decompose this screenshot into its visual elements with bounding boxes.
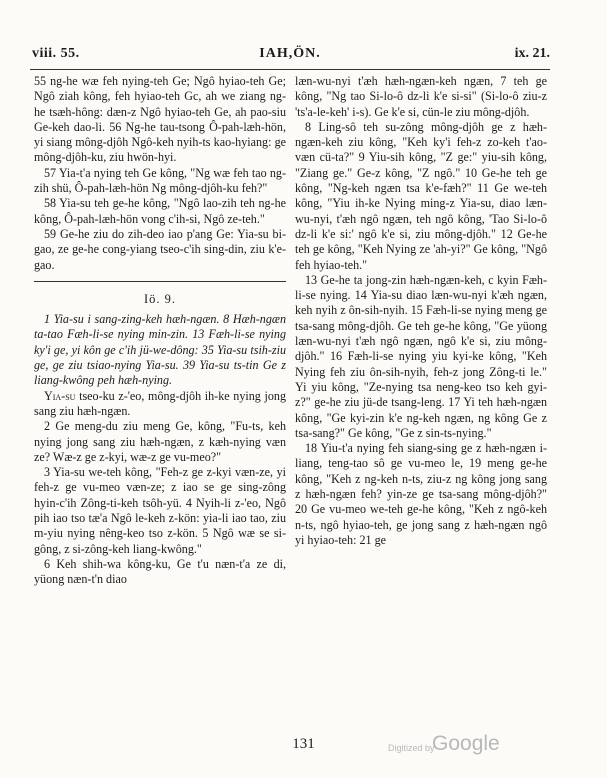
right-column [295,74,547,548]
header-left-reference: viii. 55. [32,46,80,61]
verse-paragraph: 59 Ge-he ziu do zih-deo iao p'ang Ge: Yia-su bi-gao, ze ge-he cong-yiang tseo-c'ih sing-din, ziu k'e-gao. [34,226,286,272]
google-logo: Google [432,732,500,755]
chapter-summary: 1 Yia-su i sang-zing-keh hæh-ngæn. 8 Hæh-ngæn ta-tao Fæh-li-se nying min-zin. 13 Fæh-li-se nying ky'i ge, yi kôn ge c'ih jü-we-dông: 35 Yia-su tsih-ziu ge, ge ziu tsiao-nying Yia-su. 39 Yia-su ts-tin Ge z liang-kwông peh hæh-nying. [34,312,286,388]
verse-paragraph [34,389,286,420]
verse-paragraph: 2 Ge meng-du ziu meng Ge, kông, "Fu-ts, keh nying jong sang ziu hæh-ngæn, z kæh-nying væn ze? Wæ-z ge z-kyi, wæ-z ge vu-meo?" [34,419,286,464]
chapter-heading: Iö. 9. [143,291,177,306]
verse-paragraph: 8 Ling-sô teh su-zông mông-djôh ge z hæh-ngæn-keh ziu kông, "Keh ky'i feh-z zo-keh t'ao-væn cü-ta?" 9 Yiu-sih kông, "Z ge:" yiu-sih kông, "Ziang ge." Ge-z kông, "Z ngô." 10 Ge-he teh ge kông, "Ng-keh ngæn tsa k'e-fæh?" 11 Ge we-teh kông, "Yiu ih-ke Nying ming-z Yia-su, diao læn-wu-nyi, t'æh ngô ngæn, teh ngô kông, 'Tao Si-lo-ô dz-li k'e si:' ngô k'e si, ziu mông-djôh." 12 Ge-he teh ge kông, "Keh Nying ze 'ah-yi?" Ge kông, "Ngô feh hyiao-teh." [295,119,547,272]
left-column [34,74,286,588]
digitized-watermark [388,732,588,756]
verse-paragraph: 58 Yia-su teh ge-he kông, "Ngô lao-zih teh ng-he kông, Ô-pah-læh-hön vong c'ih-si, Ngô ze-teh." [34,196,286,226]
verse-text: tseo-ku z-'eo, mông-djôh ih-ke nying jong sang ziu hæh-ngæn. [34,388,286,418]
header-rule [30,69,550,70]
running-header [30,46,550,66]
verse-paragraph: 57 Yia-t'a nying teh Ge kông, "Ng wæ feh tao ng-zih shü, Ô-pah-læh-hön Ng mông-djôh-ku feh?" [34,165,286,196]
chapter-first-word: Yia-su [44,388,76,403]
verse-paragraph: læn-wu-nyi t'æh hæh-ngæn-keh ngæn, 7 teh ge kông, "Ng tao Si-lo-ô dz-li k'e si-si" (Si-lo-ô ziu-z 'ts'a-le-keh' i-s). Ge k'e si, cün-le ziu mông-djôh. [295,74,547,119]
watermark-prefix: Digitized by [388,743,435,753]
chapter-divider [34,281,286,282]
verse-paragraph: 13 Ge-he ta jong-zin hæh-ngæn-keh, c kyin Fæh-li-se nying. 14 Yia-su diao læn-wu-nyi k'æh ngæn, keh nyih z ôn-sih-nyih. 15 Fæh-li-se nying meng ge tsa-sang mông-djôh. Ge teh ge-he kông, "Ge yüong læn-wu-nyi t'æh ngô ngæn, ngô k'e si, ziu mông-djôh." 16 Fæh-li-se nying yiu kyi-ke kông, "Keh Nying feh ziu ôn-sih-nyih, feh-z jong Zông-ti le." Yi yiu kông, "Ze-nying tsa neng-keo tso keh gyi-z?" ge-he ziu jü-de tsang-leng. 17 Yi teh hæh-ngæn kông, "Ge kyi-zin k'e ng-keh ngæn, ng kông Ge z tsa-sang?" Ge kông, "Ge z sin-ts-nying." [295,272,547,440]
verse-paragraph: 18 Yiu-t'a nying feh siang-sing ge z hæh-ngæn i-liang, teng-tao sô ge vu-meo le, 19 meng ge-he kông, "Keh z ng-keh n-ts, ziu-z ng kông jong sang z hæh-ngæn feh? yin-ze ge tsa-sang mông-djôh?" 20 Ge vu-meo we-teh ge-he kông, "Keh z ngô-keh n-ts, ngô hyiao-teh, ge jong sang z hæh-ngæn ngô yi hyiao-teh: 21 ge [295,441,547,547]
verse-paragraph: 6 Keh shih-wa kông-ku, Ge t'u næn-t'a ze di, yüong næn-t'n diao [34,556,286,587]
verse-paragraph: 3 Yia-su we-teh kông, "Feh-z ge z-kyi væn-ze, yi feh-z ge vu-meo væn-ze; z iao se ge sing-zông hyin-c'ih Zông-ti-keh tsôh-yü. 4 Nyih-li z-'eo, Ngô pih iao tso tæ'a Ngô le-keh z-kön: yia-li iao tao, ziu m-yiu nying nêng-keo tso z-kön. 5 Ngô wæ se si-gông, z si-zông-keh liang-kwông." [34,465,286,556]
page-number: 131 [292,736,315,752]
verse-paragraph: 55 ng-he wæ feh nying-teh Ge; Ngô hyiao-teh Ge; Ngô ziah kông, feh hyiao-teh Gc, ah we ziang ng-he tsæh-hông: dæn-z Ngô hyiao-teh Ge, ah pao-siu Ge-keh dao-li. 56 Ng-he tau-tsong Ô-pah-læh-hön, yi siang mông-djôh Ngô-keh nyih-ts kao-hyiang: ge mông-djôh-ku, ziu hwön-hyi. [34,74,286,165]
header-right-reference: ix. 21. [514,46,550,61]
header-book-title: IAH,ÖN. [259,46,321,61]
